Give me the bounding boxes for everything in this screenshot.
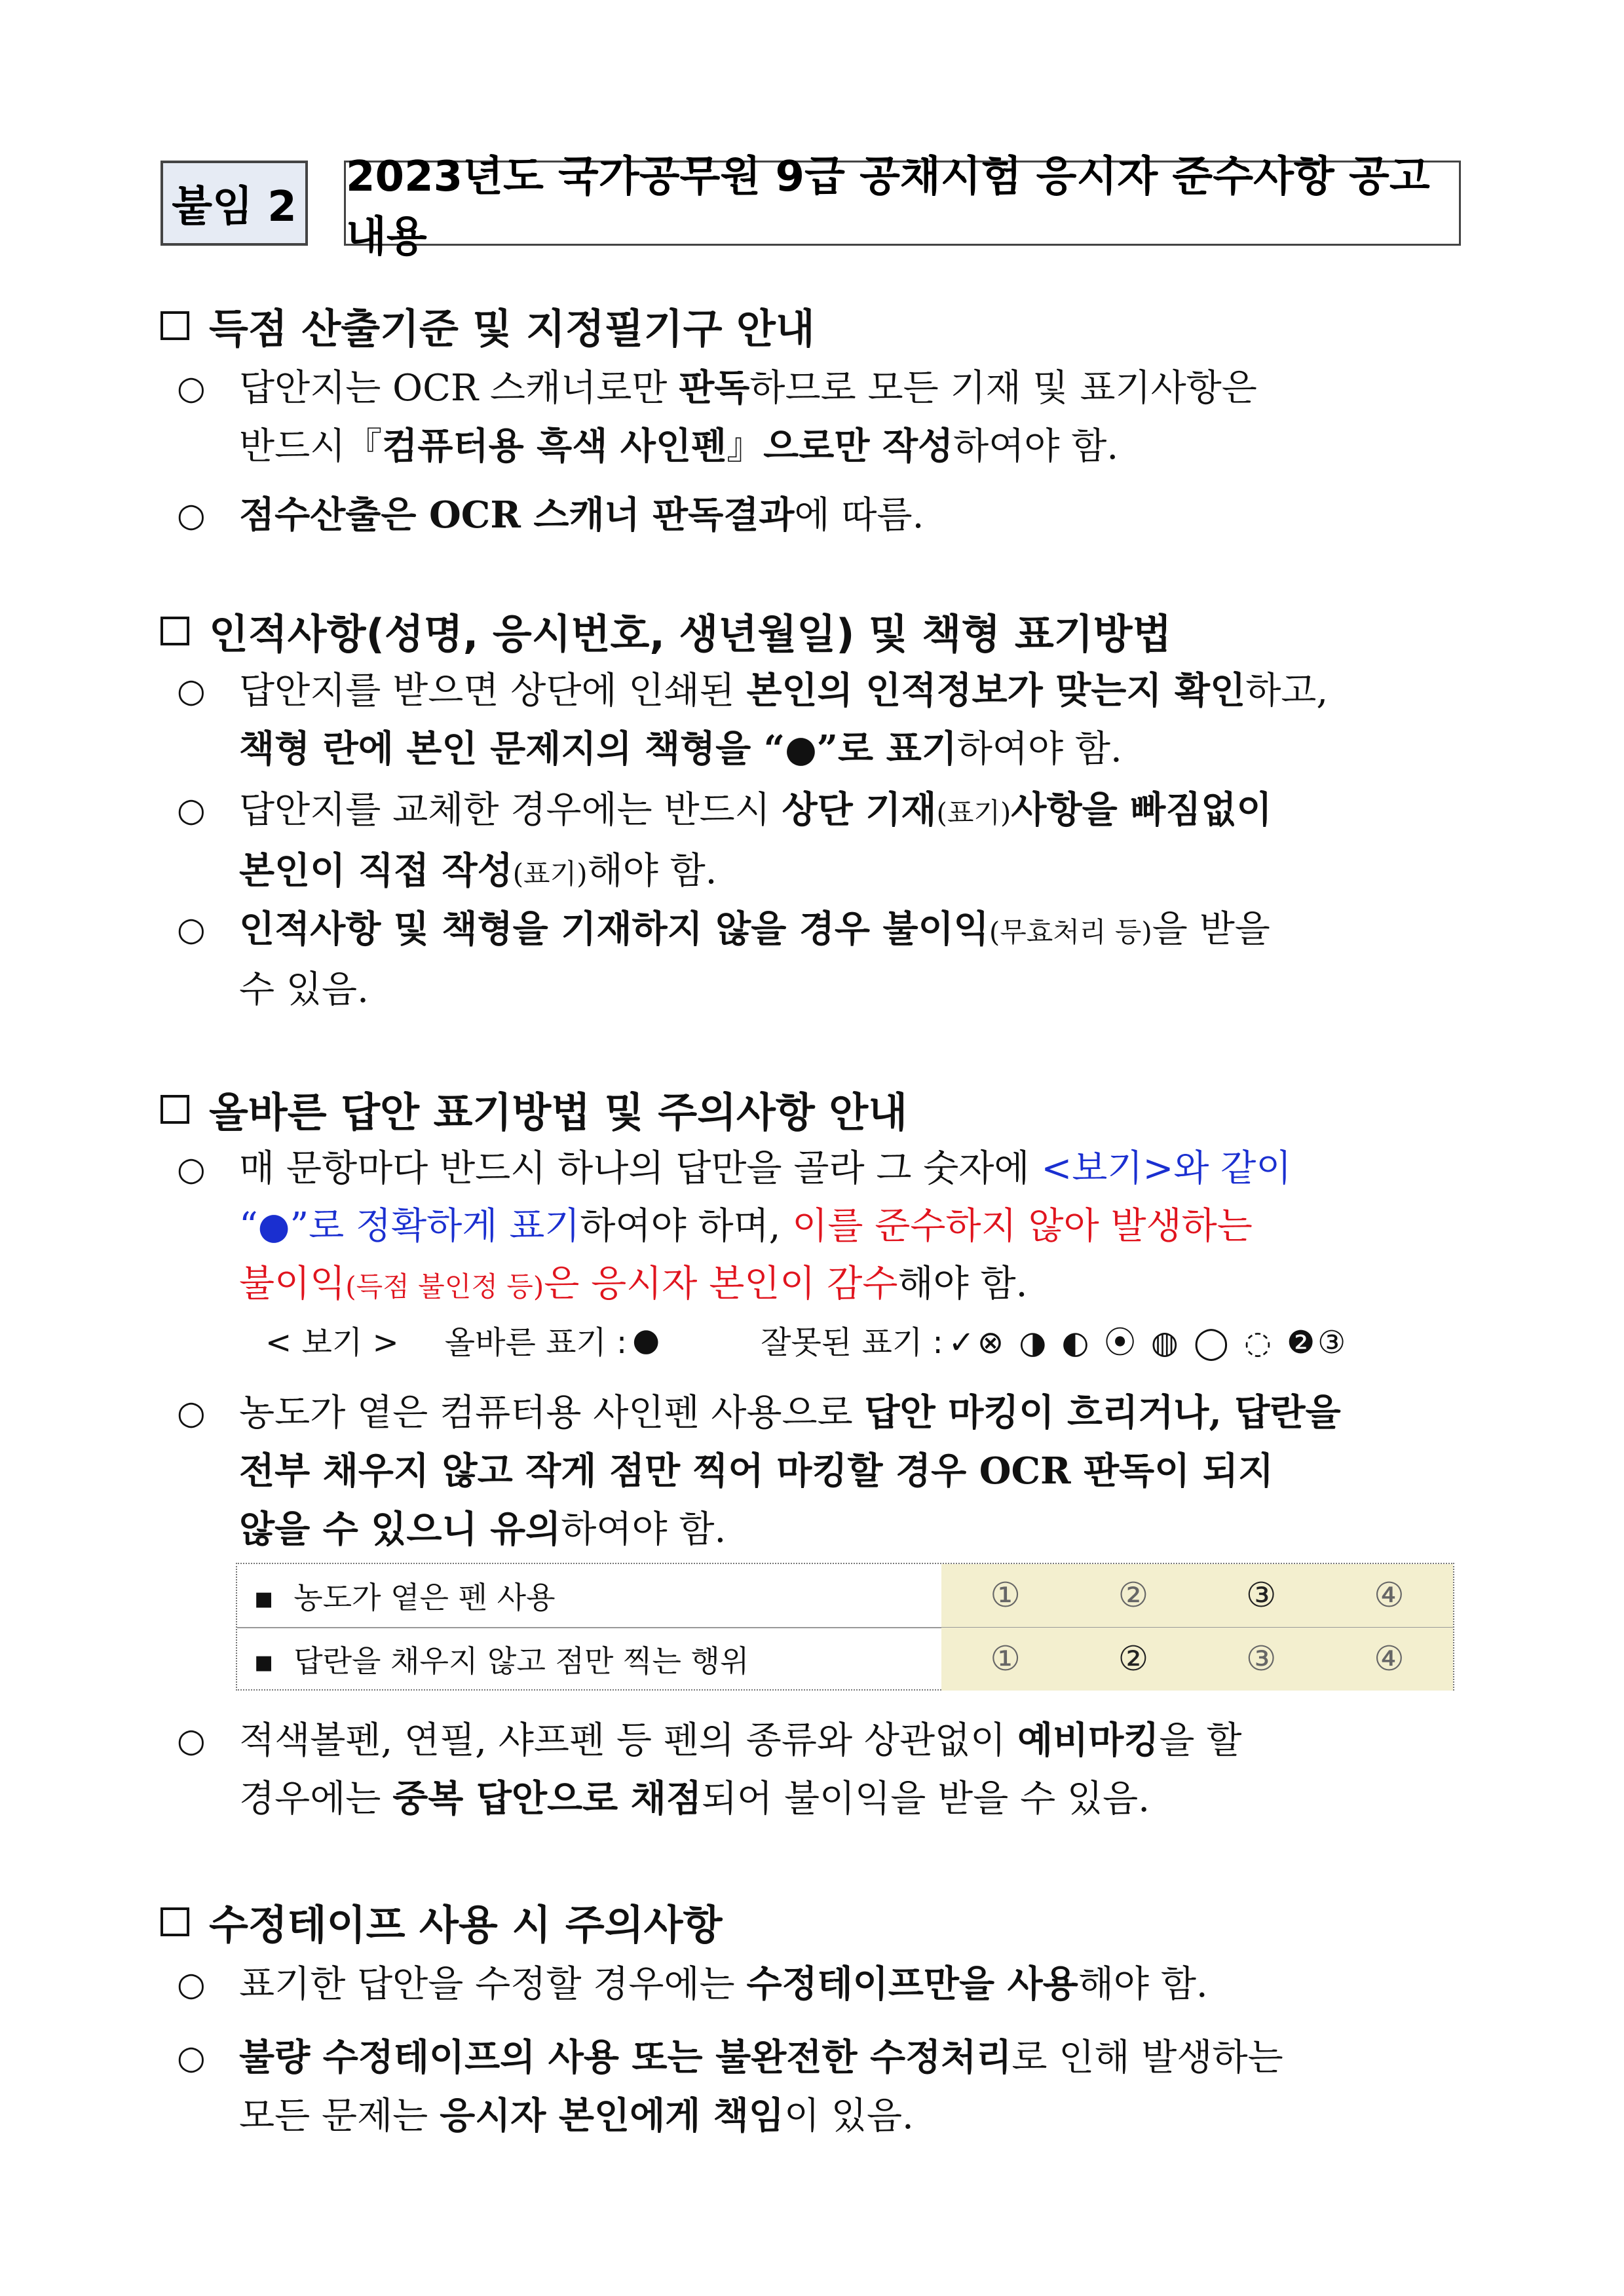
- circle-bullet-icon: ○: [177, 910, 206, 948]
- item-line: 모든 문제는 응시자 본인에게 책임이 있음.: [239, 2094, 914, 2137]
- item-line: 점수산출은 OCR 스캐너 판독결과에 따름.: [239, 493, 924, 537]
- mark-samples: [941, 1628, 1453, 1691]
- list-item: [177, 1955, 1467, 2014]
- list-item: [177, 1712, 1467, 1828]
- circle-bullet-icon: ○: [177, 1965, 206, 2003]
- checkbox-square-icon: [161, 617, 189, 645]
- correct-label: 올바른 표기 :: [444, 1324, 628, 1361]
- circle-bullet-icon: ○: [177, 1150, 206, 1188]
- circled-three-icon: ③: [1245, 1639, 1277, 1679]
- checkbox-square-icon: [161, 311, 189, 340]
- circle-bullet-icon: ○: [177, 496, 206, 534]
- item-line: 적색볼펜, 연필, 샤프펜 등 펜의 종류와 상관없이 예비마킹을 할: [239, 1719, 1242, 1762]
- list-item: [177, 1384, 1467, 1559]
- circled-four-icon: ④: [1374, 1576, 1405, 1615]
- attachment-tag-text: 붙임 2: [172, 183, 297, 231]
- circled-three-icon: ③: [1245, 1576, 1277, 1615]
- faint-marking-table: [236, 1563, 1454, 1691]
- checkbox-square-icon: [161, 1095, 189, 1124]
- item-line: 책형 란에 본인 문제지의 책형을 “●”로 표기하여야 함.: [239, 727, 1122, 771]
- item-line: “●”로 정확하게 표기하여야 하며, 이를 준수하지 않아 발생하는: [239, 1205, 1253, 1248]
- circle-bullet-icon: ○: [177, 672, 206, 710]
- item-line: 불이익(득점 불인정 등)은 응시자 본인이 감수해야 함.: [239, 1263, 1028, 1305]
- list-item: [177, 2029, 1467, 2145]
- section-heading-scoring: [161, 296, 815, 354]
- example-label: < 보기 >: [265, 1324, 399, 1361]
- wrong-label: 잘못된 표기 :: [761, 1324, 943, 1361]
- item-line: 답안지를 교체한 경우에는 반드시 상단 기재(표기)사항을 빠짐없이: [239, 788, 1272, 832]
- table-row: [237, 1564, 1453, 1628]
- list-item: [177, 900, 1467, 1019]
- item-line: 경우에는 중복 답안으로 채점되어 불이익을 받을 수 있음.: [239, 1777, 1150, 1820]
- wrong-marks-icon: ✓⊗ ◑ ◐ ⦿ ◍ ◯ ◌ ❷③: [948, 1324, 1349, 1361]
- section-title: 득점 산출기준 및 지정필기구 안내: [209, 305, 815, 353]
- item-line: 전부 채우지 않고 작게 점만 찍어 마킹할 경우 OCR 판독이 되지: [239, 1449, 1274, 1493]
- item-line: 농도가 옅은 컴퓨터용 사인펜 사용으로 답안 마킹이 흐리거나, 답란을: [239, 1391, 1341, 1434]
- circle-bullet-icon: ○: [177, 369, 206, 407]
- circled-one-icon: ①: [990, 1639, 1021, 1679]
- item-line: 불량 수정테이프의 사용 또는 불완전한 수정처리로 인해 발생하는: [239, 2036, 1283, 2079]
- square-bullet-icon: ▪: [254, 1643, 274, 1679]
- list-item: [177, 359, 1467, 476]
- circled-two-icon: ②: [1118, 1639, 1149, 1679]
- mark-samples: [941, 1564, 1453, 1627]
- table-row: [237, 1628, 1453, 1691]
- list-item: [177, 662, 1467, 778]
- circled-four-icon: ④: [1374, 1639, 1405, 1679]
- document-title: [344, 153, 1461, 261]
- section-title: 인적사항(성명, 응시번호, 생년월일) 및 책형 표기방법: [209, 610, 1172, 658]
- section-heading-correction-tape: [161, 1892, 722, 1951]
- circled-one-icon: ①: [990, 1576, 1021, 1615]
- circle-bullet-icon: ○: [177, 791, 206, 829]
- row-label: 답란을 채우지 않고 점만 찍는 행위: [293, 1643, 749, 1679]
- list-item: [177, 486, 1467, 545]
- item-line: 수 있음.: [239, 968, 369, 1011]
- attachment-tag: [161, 161, 308, 246]
- item-line: 표기한 답안을 수정할 경우에는 수정테이프만을 사용해야 함.: [239, 1962, 1208, 2006]
- item-line: 답안지를 받으면 상단에 인쇄된 본인의 인적정보가 맞는지 확인하고,: [239, 669, 1329, 712]
- circle-bullet-icon: ○: [177, 1721, 206, 1759]
- checkbox-square-icon: [161, 1907, 189, 1936]
- section-heading-marking: [161, 1080, 907, 1138]
- item-line: 답안지는 OCR 스캐너로만 판독하므로 모든 기재 및 표기사항은: [239, 366, 1257, 410]
- item-line: 않을 수 있으니 유의하여야 함.: [239, 1508, 727, 1551]
- list-item: [177, 1140, 1467, 1316]
- circled-two-icon: ②: [1118, 1576, 1149, 1615]
- square-bullet-icon: ▪: [254, 1580, 274, 1615]
- section-heading-personal-info: [161, 602, 1171, 660]
- item-line: 반드시『컴퓨터용 흑색 사인펜』으로만 작성하여야 함.: [239, 425, 1119, 468]
- section-title: 올바른 답안 표기방법 및 주의사항 안내: [209, 1088, 908, 1136]
- row-label: 농도가 옅은 펜 사용: [293, 1580, 556, 1615]
- list-item: [177, 781, 1467, 903]
- circle-bullet-icon: ○: [177, 2038, 206, 2076]
- section-title: 수정테이프 사용 시 주의사항: [209, 1901, 723, 1949]
- item-line: 매 문항마다 반드시 하나의 답만을 골라 그 숫자에 <보기>와 같이: [239, 1147, 1292, 1190]
- marking-example: [265, 1317, 1348, 1362]
- document-title-text: 2023년도 국가공무원 9급 공채시험 응시자 준수사항 공고내용: [346, 153, 1430, 261]
- filled-circle-icon: ●: [632, 1321, 663, 1358]
- circle-bullet-icon: ○: [177, 1394, 206, 1432]
- item-line: 인적사항 및 책형을 기재하지 않을 경우 불이익(무효처리 등)을 받을: [239, 908, 1270, 951]
- item-line: 본인이 직접 작성(표기)해야 함.: [239, 849, 717, 892]
